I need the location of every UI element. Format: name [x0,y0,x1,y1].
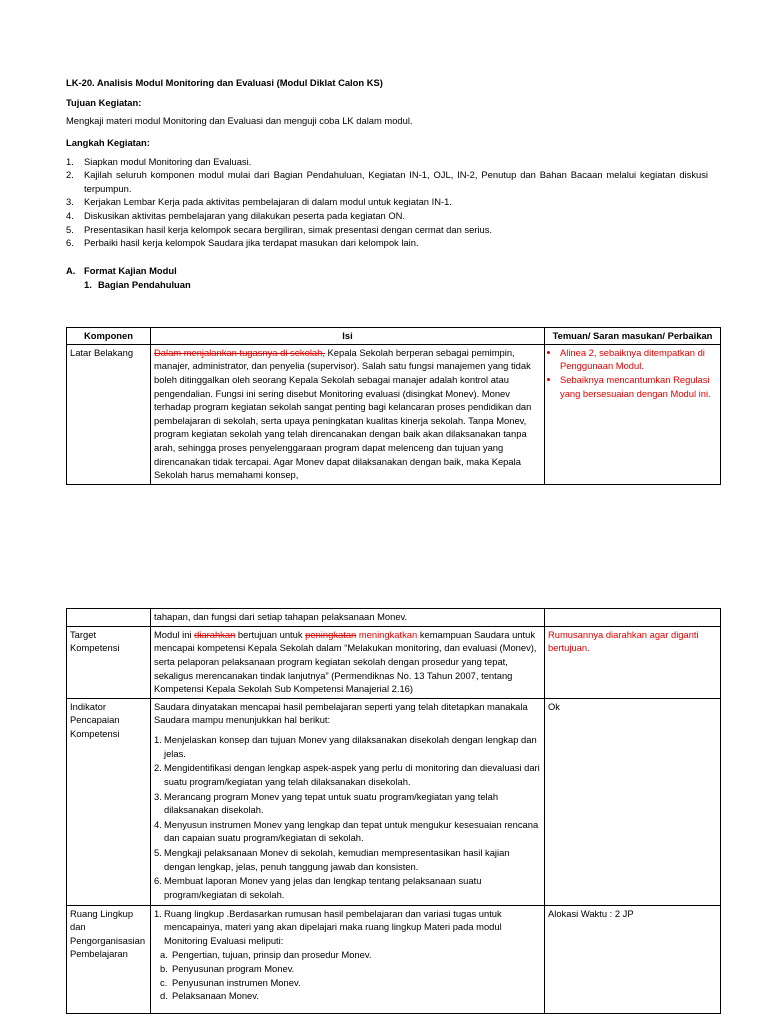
cell-temuan-ruang: Alokasi Waktu : 2 JP [545,905,721,1013]
list-item: 5. Presentasikan hasil kerja kelompok secara bergiliran, simak presentasi dengan cermat dan serius. [66,223,493,235]
list-item: 3. Kerjakan Lembar Kerja pada aktivitas pembelajaran di dalam modul untuk kegiatan IN-1. [66,196,452,208]
tujuan-text: Mengkaji materi modul Monitoring dan Evaluasi dan menguji coba LK dalam modul. [66,115,413,127]
list-item: 2. Mengidentifikasi dengan lengkap aspek-aspek yang perlu di monitoring dan dievaluasi dari suatu program/kegiatan yang telah dilaksanakan disekolah. [154,762,540,787]
table-row [67,344,721,484]
list-item: 2. Kajilah seluruh komponen modul mulai dari Bagian Pendahuluan, Kegiatan IN-1, OJL, IN-2, Penutup dan Bahan Bacaan melalui kegiatan diskusi terpumpun. [66,169,708,194]
list-item: 1. Ruang lingkup .Berdasarkan rumusan hasil pembelajaran dan variasi tugas untuk mencapainya, materi yang akan dipelajari maka ruang lingkup Materi pada modul Monitoring Evaluasi meliputi: [154,907,502,946]
table-row [67,698,721,905]
section-a-heading: A. Format Kajian Modul [66,264,177,276]
cell-komponen-ruang: Ruang Lingkup dan Pengorganisasian Pembelajaran [67,905,151,1013]
list-item: a. Pengertian, tujuan, prinsip dan prosedur Monev. [160,949,372,961]
cell-temuan-indikator: Ok [545,698,721,905]
list-item: • Sebaiknya mencantumkan Regulasi yang bersesuaian dengan Modul ini. [560,373,717,400]
cell-komponen-latar: Latar Belakang [67,344,151,484]
list-item: 4. Menyusun instrumen Monev yang lengkap dan tepat untuk mengukur kesesuaian rencana dan capaian suatu program/kegiatan di sekolah. [154,818,539,844]
tujuan-heading: Tujuan Kegiatan: [66,96,142,108]
langkah-heading: Langkah Kegiatan: [66,136,150,148]
list-item: c. Penyusunan instrumen Monev. [160,976,301,988]
cell-komponen-target: Target Kompetensi [67,626,151,698]
cell-isi-target: Modul ini diarahkan bertujuan untuk peningkatan meningkatkan kemampuan Saudara untuk mencapai kompetensi Kepala Sekolah dalam “Melakukan monitoring, dan evaluasi (Monev), serta pelaporan pelaksanaan program kegiatan sekolah dengan prosedur yang tepat, sekaligus merencanakan tindak lanjutnya” (Permendiknas No. 13 Tahun 2007, tentang Kompetensi Kepala Sekolah Sub Kompetensi Manajerial 2.16) [151,626,545,698]
table-header-row [67,328,721,345]
list-item: 4. Diskusikan aktivitas pembelajaran yang dilakukan peserta pada kegiatan ON. [66,210,406,221]
list-item: 6. Perbaiki hasil kerja kelompok Saudara jika terdapat masukan dari kelompok lain. [66,237,419,249]
list-item: 6. Membuat laporan Monev yang jelas dan lengkap tentang pelaksanaan suatu program/kegiatan di sekolah. [154,875,482,900]
cell-isi-latar: Dalam menjalankan tugasnya di sekolah, Kepala Sekolah berperan sebagai pemimpin, manajer, administrator, dan penyelia (supervisor). Salah satu fungsi manajemen yang tidak boleh ditinggalkan oleh seorang Kepala Sekolah sebagai manajer adalah kontrol atau pengendalian. Fungsi ini sering disebut Monitoring evaluasi (disingkat Monev). Monev terhadap program kegiatan sekolah sangat penting bagi kelancaran proses pendidikan dan pembelajaran di sekolah, serta upaya peningkatan kualitas kinerja sekolah. Tanpa Monev, program kegiatan sekolah yang telah direncanakan dengan baik akan dilaksanakan tanpa arah, sehingga proses penyelenggaraan program dapat melenceng dan tujuan yang direncanakan tidak tercapai. Agar Monev dapat dilaksanakan dengan baik, maka Kepala Sekolah harus memahami konsep, [151,344,545,484]
list-item: b. Penyusunan program Monev. [160,963,295,974]
column-header-isi: Isi [151,328,545,345]
table-row [67,905,721,1013]
cell-komponen-indikator: Indikator Pencapaian Kompetensi [67,698,151,905]
list-item: 1. Siapkan modul Monitoring dan Evaluasi. [66,155,252,167]
kajian-table-part1 [66,327,721,485]
cell-isi-indikator: Saudara dinyatakan mencapai hasil pembelajaran seperti yang telah ditetapkan manakala Saudara mampu menunjukkan hal berikut: 1. Menjelaskan konsep dan tujuan Monev yang dilaksanakan disekolah dengan lengkap dan jelas. 2. Mengidentifikasi dengan lengkap aspek-aspek yang perlu di monitoring dan dievaluasi dari suatu program/kegiatan yang telah dilaksanakan disekolah. 3. Merancang program Monev yang tepat untuk suatu program/kegiatan yang telah dilaksanakan disekolah. 4. Menyusun instrumen Monev yang lengkap dan tepat untuk mengukur kesesuaian rencana dan capaian suatu program/kegiatan di sekolah. 5. Mengkaji pelaksanaan Monev di sekolah, kemudian mempresentasikan hasil kajian dengan lengkap, jelas, penuh tanggung jawab dan konsisten. 6. Membuat laporan Monev yang jelas dan lengkap tentang pelaksanaan suatu program/kegiatan di sekolah. [151,698,545,905]
struck-text: Dalam menjalankan tugasnya di sekolah, [154,346,325,358]
document-title: LK-20. Analisis Modul Monitoring dan Evaluasi (Modul Diklat Calon KS) [66,77,383,88]
table-row [67,626,721,698]
kajian-table-part2 [66,608,721,1014]
section-1-heading: 1. Bagian Pendahuluan [84,278,191,290]
table-row [67,609,721,627]
list-item: 3. Merancang program Monev yang tepat untuk suatu program/kegiatan yang telah dilaksanakan disekolah. [154,790,499,816]
column-header-temuan: Temuan/ Saran masukan/ Perbaikan [545,328,721,345]
document-header [66,76,708,291]
column-header-komponen: Komponen [67,328,151,345]
steps-list [66,155,708,250]
list-item: 5. Mengkaji pelaksanaan Monev di sekolah, kemudian mempresentasikan hasil kajian dengan lengkap, jelas, penuh tanggung jawab dan konsisten. [154,847,510,872]
cell-isi-latar-continued: tahapan, dan fungsi dari setiap tahapan pelaksanaan Monev. [151,609,545,627]
list-item: 1. Menjelaskan konsep dan tujuan Monev yang dilaksanakan disekolah dengan lengkap dan jelas. [154,734,537,759]
list-item: • Alinea 2, sebaiknya ditempatkan di Penggunaan Modul. [560,346,717,373]
list-item: d. Pelaksanaan Monev. [160,990,259,1002]
cell-isi-ruang [151,905,545,1013]
cell-temuan-target: Rumusannya diarahkan agar diganti bertujuan. [545,626,721,698]
cell-temuan-latar [545,344,721,484]
